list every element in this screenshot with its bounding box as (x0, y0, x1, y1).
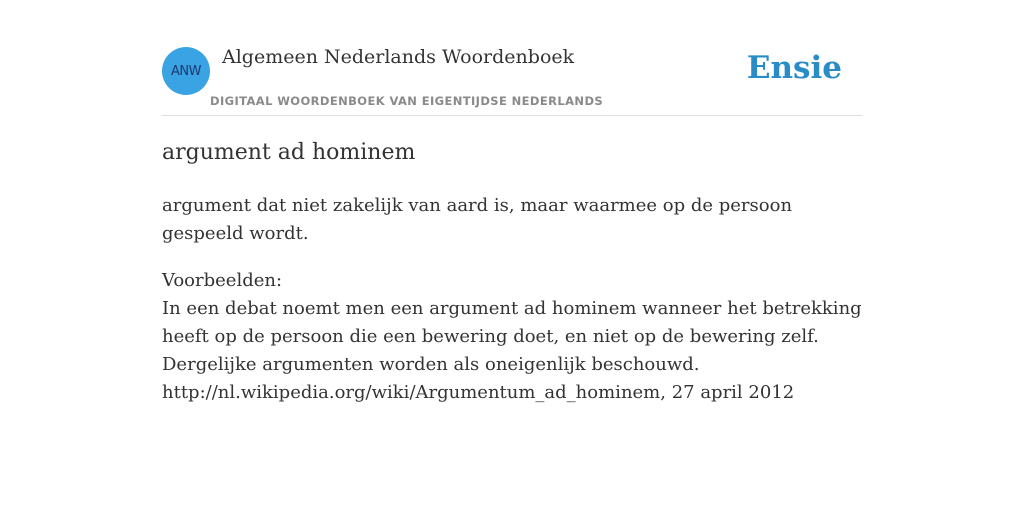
anw-logo[interactable]: ANW (162, 47, 210, 95)
example-line: In een debat noemt men een argument ad hominem wanneer het betrekking (162, 298, 862, 319)
entry-card (162, 0, 862, 403)
source-title[interactable]: Algemeen Nederlands Woordenboek (222, 46, 575, 68)
examples-section (162, 267, 862, 407)
example-line: heeft op de persoon die een bewering doet, en niet op de bewering zelf. (162, 326, 819, 347)
ensie-brand-logo[interactable]: Ensie (746, 50, 842, 86)
source-header (162, 0, 862, 116)
entry-term: argument ad hominem (162, 140, 416, 165)
source-subtitle: DIGITAAL WOORDENBOEK VAN EIGENTIJDSE NEDERLANDS (210, 94, 604, 108)
example-source: http://nl.wikipedia.org/wiki/Argumentum_ad_hominem, 27 april 2012 (162, 382, 795, 403)
entry-definition: argument dat niet zakelijk van aard is, maar waarmee op de persoon gespeeld wordt. (162, 195, 793, 244)
example-line: Dergelijke argumenten worden als oneigenlijk beschouwd. (162, 354, 700, 375)
examples-label: Voorbeelden: (162, 270, 283, 291)
